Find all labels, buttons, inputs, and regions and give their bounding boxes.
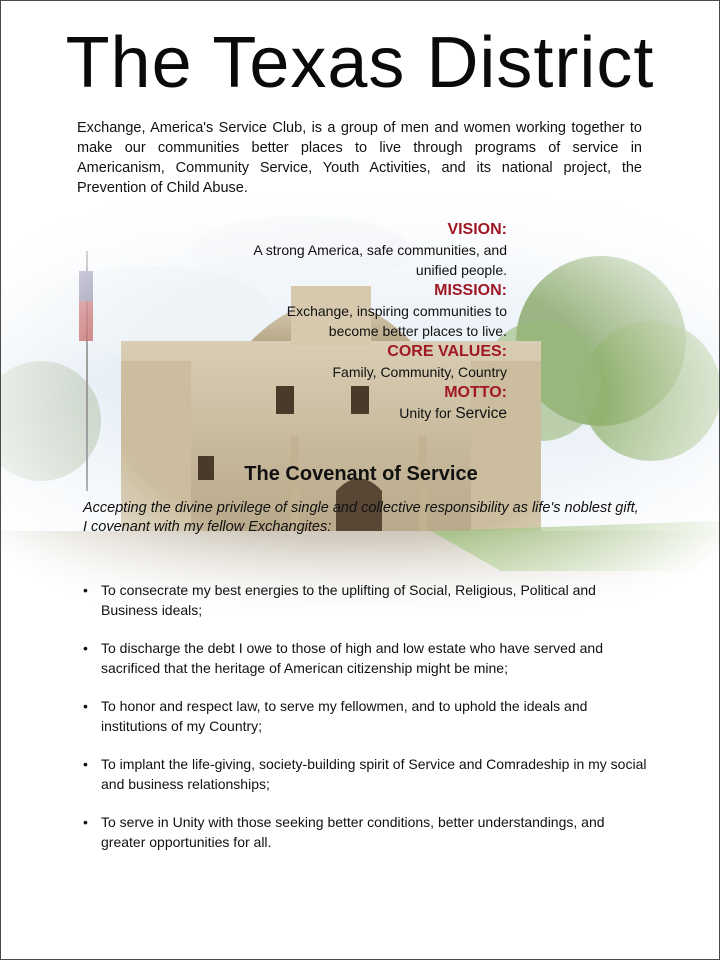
mission-line-2: become better places to live. [328, 323, 507, 339]
page-title: The Texas District [65, 23, 655, 103]
list-item [81, 755, 651, 794]
vision-line-2: unified people. [415, 262, 507, 278]
bullet-icon: • [83, 582, 88, 598]
vision-mission-block [187, 219, 507, 424]
mission-line-1: Exchange, inspiring communities to [286, 303, 507, 319]
motto-text-part-a: Unity for [399, 405, 456, 421]
list-item-text: To honor and respect law, to serve my fellowmen, and to uphold the ideals and institutions of my Country; [101, 698, 588, 734]
list-item-text: To consecrate my best energies to the uplifting of Social, Religious, Political and Business ideals; [101, 582, 596, 618]
vision-heading: VISION: [447, 221, 507, 238]
covenant-title: The Covenant of Service [244, 463, 478, 485]
list-item-text: To implant the life-giving, society-building spirit of Service and Comradeship in my social and business relationships; [101, 756, 647, 792]
motto-text-part-b: Service [455, 405, 507, 422]
motto-text [187, 403, 507, 424]
motto-heading: MOTTO: [444, 384, 507, 401]
bullet-icon: • [83, 814, 88, 830]
core-values-heading: CORE VALUES: [387, 343, 507, 360]
covenant-list [81, 581, 651, 871]
bullet-icon: • [83, 756, 88, 772]
bullet-icon: • [83, 640, 88, 656]
list-item-text: To discharge the debt I owe to those of high and low estate who have served and sacrificed that the heritage of American citizenship might be mine; [101, 640, 603, 676]
covenant-intro: Accepting the divine privilege of single and collective responsibility as life's noblest gift, I covenant with my fellow Exchangites: [83, 500, 639, 535]
list-item [81, 813, 651, 852]
bullet-icon: • [83, 698, 88, 714]
list-item [81, 639, 651, 678]
list-item-text: To serve in Unity with those seeking better conditions, better understandings, and greater opportunities for all. [101, 814, 605, 850]
core-values-text: Family, Community, Country [332, 364, 507, 380]
list-item [81, 697, 651, 736]
intro-paragraph: Exchange, America's Service Club, is a group of men and women working together to make our communities better places to live through programs of service in Americanism, Community Service, Youth Activities, and its national project, the Prevention of Child Abuse. [77, 120, 642, 196]
list-item [81, 581, 651, 620]
mission-heading: MISSION: [434, 282, 507, 299]
vision-line-1: A strong America, safe communities, and [253, 242, 507, 258]
